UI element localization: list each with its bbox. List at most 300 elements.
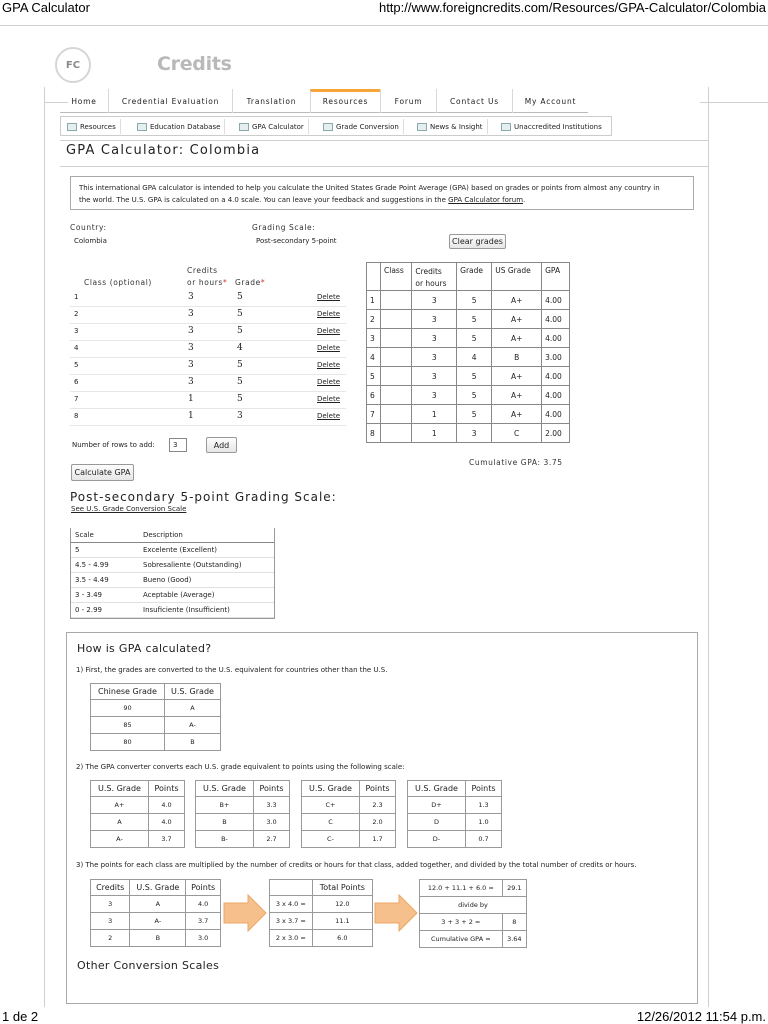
results-header-blank [367, 263, 381, 291]
other-conversion-heading: Other Conversion Scales [77, 959, 220, 972]
scale-row [71, 558, 274, 573]
final-row [420, 914, 527, 931]
points-header-row [196, 781, 290, 797]
credits-input[interactable]: 3 [188, 360, 194, 370]
results-cell [381, 386, 412, 405]
cell: 3 x 4.0 = [270, 896, 313, 913]
cell: A- [164, 717, 220, 734]
scale-header-description: Description [143, 531, 183, 539]
points-row [408, 797, 502, 814]
subnav-label: News & Insight [430, 122, 483, 131]
class-name-input[interactable] [84, 359, 180, 371]
results-cell: 7 [367, 405, 381, 424]
cell: Points [186, 880, 221, 896]
frame-right-line [708, 87, 709, 1007]
results-cell: 1 [367, 291, 381, 310]
intro-text: the world. The U.S. GPA is calculated on a 4.0 scale. You can leave your feedback and suggestions in the [79, 196, 446, 204]
page-title: GPA Calculator: Colombia [66, 143, 261, 158]
cell: 12.0 [312, 896, 372, 913]
credits-header-row [91, 880, 221, 896]
chinese-header-row [91, 684, 221, 700]
class-name-input[interactable] [84, 308, 180, 320]
calculate-gpa-button[interactable]: Calculate GPA [71, 464, 134, 481]
results-cell [381, 348, 412, 367]
scale-range: 3.5 - 4.49 [75, 576, 109, 584]
final-row [420, 931, 527, 948]
intro-line-2 [79, 194, 685, 206]
cell: A [130, 896, 186, 913]
points-row [196, 814, 290, 831]
cell: 2 x 3.0 = [270, 930, 313, 947]
class-name-input[interactable] [84, 376, 180, 388]
grade-input[interactable]: 3 [237, 411, 243, 421]
points-header-row [302, 781, 396, 797]
cell: D- [408, 831, 466, 848]
cell: A [91, 814, 149, 831]
scale-row [71, 603, 274, 618]
credits-header-line1: Credits [187, 266, 218, 275]
results-header-credits-1: Credits [415, 267, 442, 276]
credits-input[interactable]: 3 [188, 326, 194, 336]
row-divider [70, 408, 346, 409]
resources-icon [67, 123, 77, 131]
points-table [301, 780, 396, 848]
cell: 2.7 [253, 831, 289, 848]
cumulative-gpa: Cumulative GPA: 3.75 [469, 458, 563, 467]
class-name-input[interactable] [84, 393, 180, 405]
row-divider [70, 425, 346, 426]
grade-input[interactable]: 5 [237, 292, 243, 302]
results-cell: 3 [457, 424, 492, 443]
cell: 3.7 [148, 831, 184, 848]
chinese-header-us: U.S. Grade [164, 684, 220, 700]
final-row [420, 897, 527, 914]
points-row [302, 831, 396, 848]
results-cell: 2.00 [542, 424, 570, 443]
cell: D+ [408, 797, 466, 814]
grade-input[interactable]: 5 [237, 309, 243, 319]
results-row [367, 291, 570, 310]
us-grade-conversion-link[interactable]: See U.S. Grade Conversion Scale [71, 505, 187, 513]
credits-input[interactable]: 3 [188, 343, 194, 353]
row-divider [70, 306, 346, 307]
results-header-class: Class [381, 263, 412, 291]
how-step-3: 3) The points for each class are multiplied by the number of credits or hours for that class, added together, and divided by the total number of credits or hours. [76, 861, 637, 869]
total-points-table [269, 879, 373, 947]
how-heading: How is GPA calculated? [77, 642, 212, 655]
final-gpa-table [419, 879, 527, 948]
points-row [196, 797, 290, 814]
row-divider [70, 391, 346, 392]
results-cell: 4.00 [542, 386, 570, 405]
chinese-row [91, 700, 221, 717]
points-row [408, 831, 502, 848]
arrow-right-icon [373, 893, 419, 933]
results-row [367, 310, 570, 329]
scale-row [71, 543, 274, 558]
results-cell: 3 [412, 291, 457, 310]
grading-scale-label: Grading Scale: [252, 223, 316, 232]
results-cell [381, 405, 412, 424]
cell: 0.7 [465, 831, 501, 848]
how-step-2: 2) The GPA converter converts each U.S. grade equivalent to points using the following scale: [76, 763, 405, 771]
add-rows-button[interactable]: Add [206, 437, 237, 453]
chinese-header-grade: Chinese Grade [91, 684, 165, 700]
results-cell: 3 [412, 329, 457, 348]
scale-description: Bueno (Good) [143, 576, 192, 584]
cell: Credits [91, 880, 130, 896]
points-row [91, 797, 185, 814]
nav-home[interactable]: Home [71, 97, 97, 106]
cell: U.S. Grade [408, 781, 466, 797]
delete-row-link[interactable]: Delete [317, 412, 340, 420]
cell: A+ [91, 797, 149, 814]
results-row [367, 424, 570, 443]
cell: U.S. Grade [302, 781, 360, 797]
final-row [420, 880, 527, 897]
total-row [270, 930, 373, 947]
cell: Points [253, 781, 289, 797]
credits-row [91, 930, 221, 947]
grade-input[interactable]: 4 [237, 343, 243, 353]
cell: 4.0 [186, 896, 221, 913]
class-number: 6 [74, 378, 79, 386]
results-header-credits-2: or hours [415, 279, 447, 288]
class-number: 4 [74, 344, 79, 352]
results-header-us-grade: US Grade [492, 263, 542, 291]
delete-row-link[interactable]: Delete [317, 327, 340, 335]
points-header-row [91, 781, 185, 797]
cell: 2 [91, 930, 130, 947]
subnav-education-database[interactable] [133, 119, 225, 134]
scale-header-scale: Scale [75, 531, 94, 539]
database-icon [137, 123, 147, 131]
grade-header [235, 278, 265, 287]
scale-row [71, 588, 274, 603]
cell: A- [130, 913, 186, 930]
results-cell: A+ [492, 367, 542, 386]
cell: 80 [91, 734, 165, 751]
grade-input[interactable]: 5 [237, 326, 243, 336]
class-number: 3 [74, 327, 79, 335]
class-name-input[interactable] [84, 410, 180, 422]
intro-line-1: This international GPA calculator is intended to help you calculate the United States Grade Point Average (GPA) based on grades or points from almost any country in [79, 184, 660, 192]
points-table [407, 780, 502, 848]
site-logo-text[interactable]: Credits [157, 53, 232, 75]
subnav-label: Resources [80, 122, 116, 131]
scale-header-row [71, 528, 274, 543]
cell: B [130, 930, 186, 947]
scale-description: Insuficiente (Insufficient) [143, 606, 230, 614]
cell [270, 880, 313, 896]
results-cell: 4.00 [542, 405, 570, 424]
delete-row-link[interactable]: Delete [317, 361, 340, 369]
results-cell: 6 [367, 386, 381, 405]
points-row [302, 797, 396, 814]
row-divider [70, 323, 346, 324]
results-table [366, 262, 570, 443]
credits-row [91, 896, 221, 913]
cell: 1.0 [465, 814, 501, 831]
credits-header-line2 [187, 278, 227, 287]
total-header-row [270, 880, 373, 896]
cell: Total Points [312, 880, 372, 896]
nav-my-account[interactable]: My Account [512, 89, 588, 113]
class-number: 2 [74, 310, 79, 318]
cell: 3.7 [186, 913, 221, 930]
document-icon [501, 123, 511, 131]
site-logo-mark[interactable]: FC [55, 47, 91, 83]
results-cell [381, 424, 412, 443]
print-header-rule [0, 25, 768, 26]
scale-rows [71, 543, 274, 618]
sub-nav [60, 116, 612, 136]
clear-grades-button[interactable]: Clear grades [449, 234, 506, 249]
scale-range: 3 - 3.49 [75, 591, 103, 599]
results-row [367, 348, 570, 367]
subnav-unaccredited-institutions[interactable] [497, 119, 606, 134]
delete-row-link[interactable]: Delete [317, 344, 340, 352]
results-cell: 4.00 [542, 291, 570, 310]
results-cell: 8 [367, 424, 381, 443]
subnav-label: GPA Calculator [252, 122, 304, 131]
scale-row [71, 573, 274, 588]
cell: 3 x 3.7 = [270, 913, 313, 930]
cell: Cumulative GPA = [420, 931, 503, 948]
cell: 3.64 [502, 931, 526, 948]
nav-credential-evaluation[interactable]: Credential Evaluation [108, 89, 232, 113]
cell: 6.0 [312, 930, 372, 947]
scale-range: 4.5 - 4.99 [75, 561, 109, 569]
grading-scale-heading: Post-secondary 5-point Grading Scale: [70, 490, 337, 504]
points-header-row [408, 781, 502, 797]
credits-row [91, 913, 221, 930]
print-page-url: http://www.foreigncredits.com/Resources/GPA-Calculator/Colombia [378, 0, 766, 15]
results-cell: A+ [492, 291, 542, 310]
subnav-resources[interactable] [63, 119, 121, 134]
results-cell: 5 [457, 386, 492, 405]
results-row [367, 329, 570, 348]
total-row [270, 913, 373, 930]
cell: 2.3 [359, 797, 395, 814]
scale-description: Sobresaliente (Outstanding) [143, 561, 242, 569]
results-cell: 4 [367, 348, 381, 367]
points-row [196, 831, 290, 848]
cell: 3 + 3 + 2 = [420, 914, 503, 931]
class-header: Class (optional) [84, 278, 152, 287]
credits-input[interactable]: 1 [188, 394, 194, 404]
grade-input[interactable]: 5 [237, 377, 243, 387]
subnav-grade-conversion[interactable] [319, 119, 404, 134]
intro-box [70, 176, 694, 210]
results-header-row [367, 263, 570, 291]
results-cell: 4.00 [542, 329, 570, 348]
delete-row-link[interactable]: Delete [317, 395, 340, 403]
results-row [367, 386, 570, 405]
chinese-grade-table [90, 683, 221, 751]
cell: Points [359, 781, 395, 797]
cell: 3 [91, 896, 130, 913]
results-row [367, 367, 570, 386]
cell: C+ [302, 797, 360, 814]
results-cell: 5 [457, 367, 492, 386]
credits-input[interactable]: 3 [188, 292, 194, 302]
cell: Points [465, 781, 501, 797]
results-cell: C [492, 424, 542, 443]
results-cell [381, 310, 412, 329]
required-mark: * [260, 278, 266, 287]
cell: 11.1 [312, 913, 372, 930]
results-cell: B [492, 348, 542, 367]
results-cell: 3 [412, 367, 457, 386]
points-row [91, 814, 185, 831]
cell: 3.0 [253, 814, 289, 831]
cell: 3 [91, 913, 130, 930]
results-cell [381, 329, 412, 348]
print-datetime: 12/26/2012 11:54 p.m. [636, 1009, 766, 1024]
print-page-title: GPA Calculator [2, 0, 90, 15]
nav-translation[interactable]: Translation [232, 89, 310, 113]
title-rule-bottom [60, 166, 708, 167]
nav-forum[interactable]: Forum [380, 89, 436, 113]
results-cell [381, 291, 412, 310]
print-page-number: 1 de 2 [2, 1009, 39, 1024]
results-cell: 4.00 [542, 310, 570, 329]
cell: U.S. Grade [196, 781, 254, 797]
subnav-label: Education Database [150, 122, 221, 131]
cell: U.S. Grade [130, 880, 186, 896]
cell: Points [148, 781, 184, 797]
results-cell: 5 [457, 405, 492, 424]
cell: 90 [91, 700, 165, 717]
credits-input[interactable]: 1 [188, 411, 194, 421]
subnav-news-insight[interactable] [413, 119, 488, 134]
results-cell: 3 [412, 348, 457, 367]
cell: 8 [502, 914, 526, 931]
row-divider [70, 374, 346, 375]
country-value[interactable]: Colombia [74, 237, 107, 245]
cell: D [408, 814, 466, 831]
results-cell: 3.00 [542, 348, 570, 367]
nav-contact-us[interactable]: Contact Us [436, 89, 512, 113]
cell: C- [302, 831, 360, 848]
cell: C [302, 814, 360, 831]
points-row [91, 831, 185, 848]
results-cell: A+ [492, 310, 542, 329]
cell: 85 [91, 717, 165, 734]
arrow-right-icon [222, 893, 268, 933]
row-divider [70, 340, 346, 341]
delete-row-link[interactable]: Delete [317, 293, 340, 301]
results-cell: 5 [457, 329, 492, 348]
results-cell [381, 367, 412, 386]
credits-points-table [90, 879, 221, 947]
credits-input[interactable]: 3 [188, 377, 194, 387]
results-cell: A+ [492, 386, 542, 405]
class-number: 1 [74, 293, 79, 301]
results-cell: A+ [492, 405, 542, 424]
class-name-input[interactable] [84, 291, 180, 303]
results-body [367, 291, 570, 443]
cell: B- [196, 831, 254, 848]
title-rule-top [60, 140, 708, 141]
main-nav [60, 89, 588, 113]
cell: 4.0 [148, 797, 184, 814]
results-header-gpa: GPA [542, 263, 570, 291]
cell: 1.3 [465, 797, 501, 814]
results-cell: 5 [457, 291, 492, 310]
gpa-forum-link[interactable]: GPA Calculator forum [448, 196, 524, 204]
intro-end: . [523, 196, 526, 204]
grade-header-text: Grade [235, 278, 261, 287]
subnav-gpa-calculator[interactable] [235, 119, 309, 134]
cell: 12.0 + 11.1 + 6.0 = [420, 880, 503, 897]
grading-scale-value[interactable]: Post-secondary 5-point [256, 237, 337, 245]
results-header-grade: Grade [457, 263, 492, 291]
cell: A [164, 700, 220, 717]
cell: B [164, 734, 220, 751]
cell: divide by [420, 897, 527, 914]
calculator-icon [239, 123, 249, 131]
rows-to-add-input[interactable]: 3 [169, 438, 187, 452]
delete-row-link[interactable]: Delete [317, 378, 340, 386]
chinese-row [91, 717, 221, 734]
cell: 3.3 [253, 797, 289, 814]
results-cell: 3 [412, 386, 457, 405]
subnav-label: Unaccredited Institutions [514, 122, 602, 131]
results-cell: A+ [492, 329, 542, 348]
cell: 1.7 [359, 831, 395, 848]
credits-header-text: or hours [187, 278, 223, 287]
results-header-credits [412, 263, 457, 291]
class-number: 7 [74, 395, 79, 403]
row-divider [70, 357, 346, 358]
class-name-input[interactable] [84, 325, 180, 337]
news-icon [417, 123, 427, 131]
results-cell: 1 [412, 424, 457, 443]
cell: B+ [196, 797, 254, 814]
required-mark: * [222, 278, 228, 287]
country-label: Country: [70, 223, 107, 232]
nav-resources[interactable]: Resources [310, 89, 380, 113]
cell: B [196, 814, 254, 831]
grade-input[interactable]: 5 [237, 394, 243, 404]
cell: 2.0 [359, 814, 395, 831]
results-cell: 5 [367, 367, 381, 386]
points-row [302, 814, 396, 831]
class-number: 5 [74, 361, 79, 369]
results-cell: 4 [457, 348, 492, 367]
credits-input[interactable]: 3 [188, 309, 194, 319]
grade-input[interactable]: 5 [237, 360, 243, 370]
scale-range: 5 [75, 546, 80, 554]
how-step-1: 1) First, the grades are converted to the U.S. equivalent for countries other than the U.S. [76, 666, 388, 674]
results-cell: 3 [367, 329, 381, 348]
document-icon [323, 123, 333, 131]
cell: 3.0 [186, 930, 221, 947]
grading-scale-table [70, 528, 275, 619]
delete-row-link[interactable]: Delete [317, 310, 340, 318]
scale-range: 0 - 2.99 [75, 606, 103, 614]
frame-left-line [44, 87, 45, 1007]
cell: 4.0 [148, 814, 184, 831]
cell: 29.1 [502, 880, 526, 897]
scale-description: Aceptable (Average) [143, 591, 215, 599]
class-name-input[interactable] [84, 342, 180, 354]
chinese-row [91, 734, 221, 751]
results-cell: 4.00 [542, 367, 570, 386]
cell: U.S. Grade [91, 781, 149, 797]
